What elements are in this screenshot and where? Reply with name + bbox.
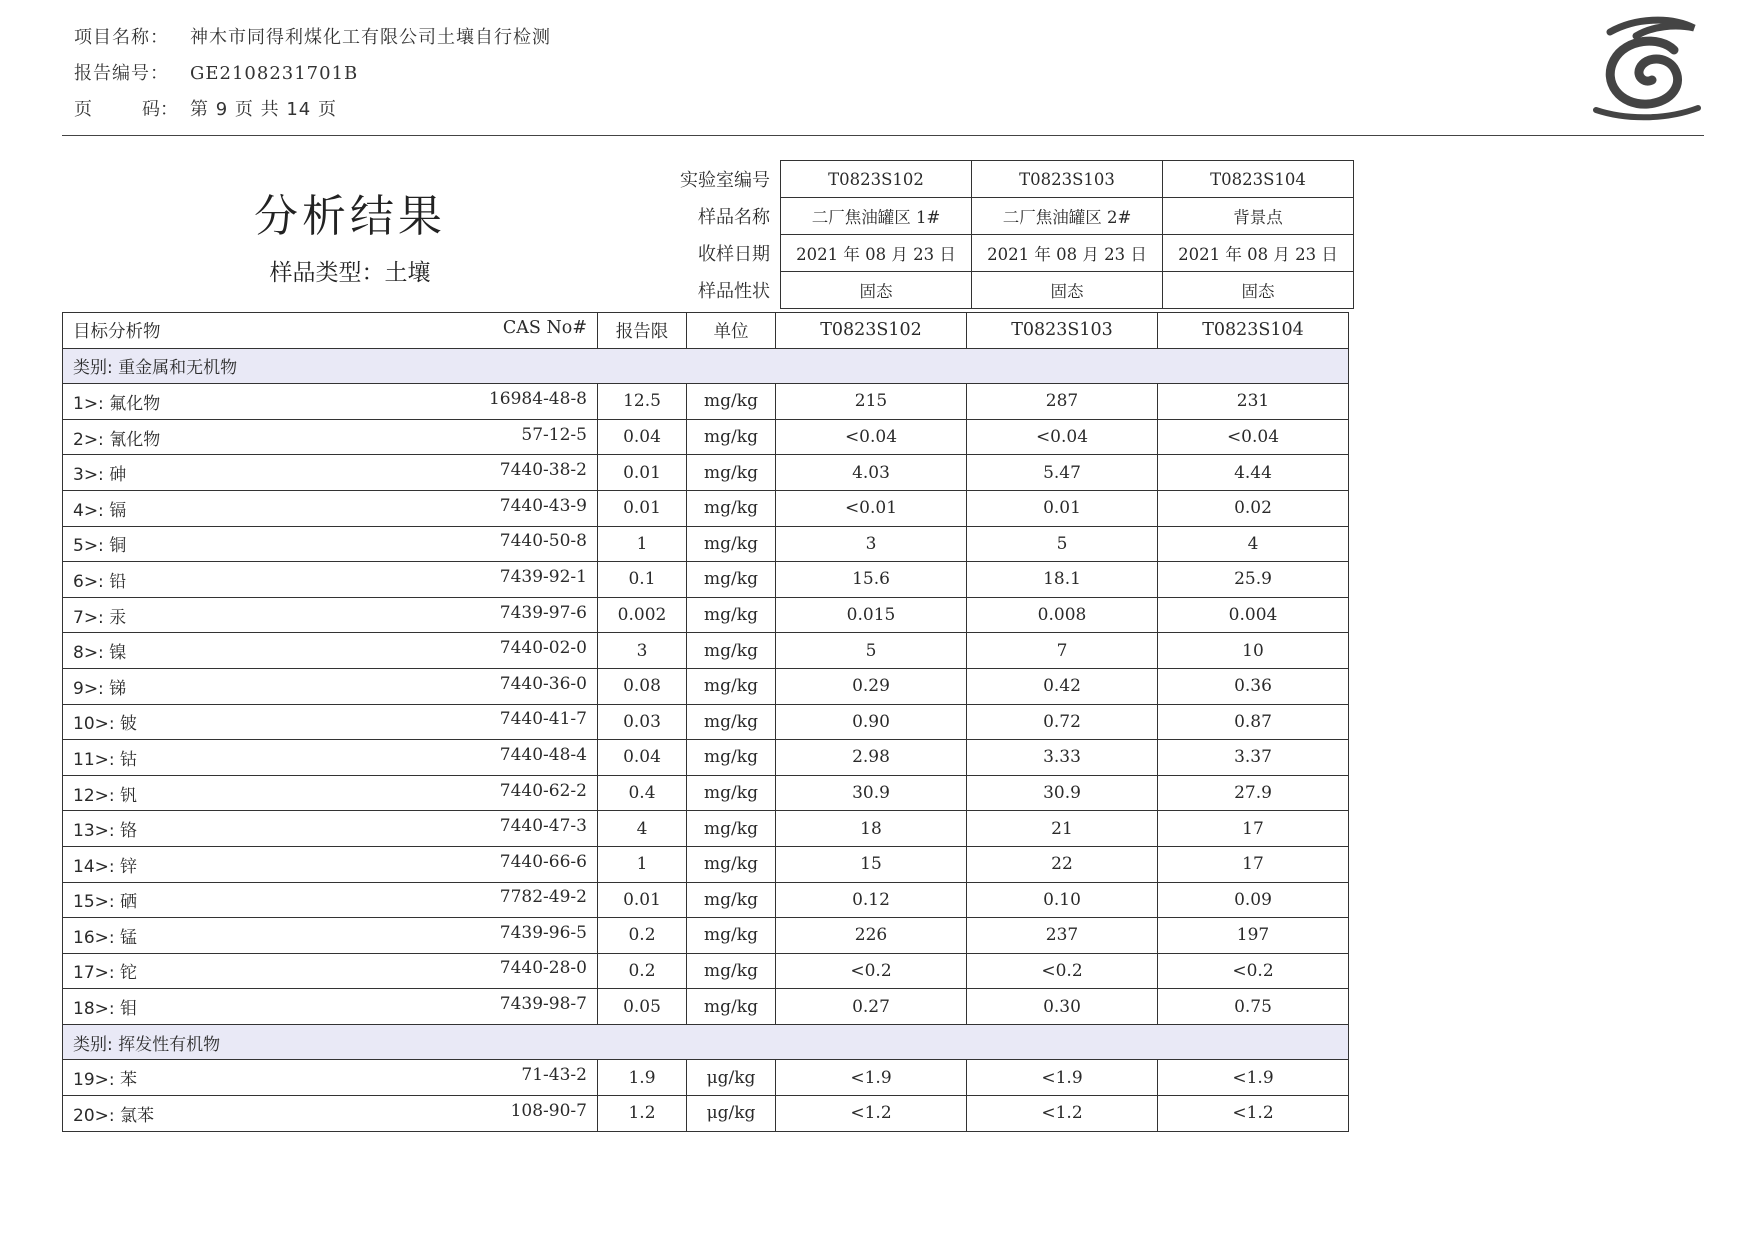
sample-name-cell: 二厂焦油罐区 2# xyxy=(972,198,1163,235)
sample-name-row xyxy=(666,198,1354,235)
table-row xyxy=(63,562,1349,598)
sample-state-cell: 固态 xyxy=(781,272,972,309)
value-cell: 27.9 xyxy=(1158,775,1349,811)
analyte-cell xyxy=(63,562,598,598)
limit-cell: 0.01 xyxy=(598,455,687,491)
sample-col-header: T0823S103 xyxy=(967,313,1158,349)
value-cell: 3.33 xyxy=(967,740,1158,776)
cas-number: 7440-43-9 xyxy=(499,495,587,516)
value-cell: 5.47 xyxy=(967,455,1158,491)
table-row xyxy=(63,490,1349,526)
value-cell: 4 xyxy=(1158,526,1349,562)
value-cell: 0.75 xyxy=(1158,989,1349,1025)
page-label-b: 码： xyxy=(142,99,178,120)
cas-number: 108-90-7 xyxy=(510,1100,587,1121)
limit-cell: 0.2 xyxy=(598,953,687,989)
analyte-name: 1>: 氟化物 xyxy=(73,393,161,414)
unit-cell: mg/kg xyxy=(687,384,776,420)
table-row xyxy=(63,597,1349,633)
cas-number: 7440-48-4 xyxy=(499,744,587,765)
limit-cell: 0.05 xyxy=(598,989,687,1025)
page-label-a: 页 xyxy=(74,99,92,120)
unit-cell: mg/kg xyxy=(687,597,776,633)
analyte-cell xyxy=(63,455,598,491)
value-cell: 215 xyxy=(776,384,967,420)
table-row xyxy=(63,1096,1349,1132)
cas-number: 7439-97-6 xyxy=(499,602,587,623)
value-cell: 5 xyxy=(967,526,1158,562)
unit-cell: mg/kg xyxy=(687,490,776,526)
value-cell: 0.36 xyxy=(1158,668,1349,704)
analyte-cell xyxy=(63,668,598,704)
analyte-cell xyxy=(63,490,598,526)
analyte-cell xyxy=(63,882,598,918)
analyte-name: 18>: 钼 xyxy=(73,999,138,1020)
analyte-name: 13>: 铬 xyxy=(73,821,138,842)
project-label: 项目名称： xyxy=(74,27,169,48)
value-cell: 3.37 xyxy=(1158,740,1349,776)
value-cell: 197 xyxy=(1158,918,1349,954)
analyte-name: 14>: 锌 xyxy=(73,856,138,877)
value-cell: 0.29 xyxy=(776,668,967,704)
results-table xyxy=(62,312,1349,1132)
analyte-name: 9>: 锑 xyxy=(73,678,127,699)
value-cell: <0.2 xyxy=(967,953,1158,989)
value-cell: 5 xyxy=(776,633,967,669)
analyte-cell xyxy=(63,633,598,669)
report-row xyxy=(74,56,551,92)
analyte-name: 4>: 镉 xyxy=(73,500,127,521)
sample-state-label: 样品性状 xyxy=(698,281,770,302)
table-row xyxy=(63,918,1349,954)
analyte-header-label: 目标分析物 xyxy=(73,321,161,342)
analyte-cell xyxy=(63,704,598,740)
table-row xyxy=(63,740,1349,776)
value-cell: 17 xyxy=(1158,846,1349,882)
unit-cell: mg/kg xyxy=(687,562,776,598)
analyte-cell xyxy=(63,811,598,847)
unit-cell: mg/kg xyxy=(687,704,776,740)
sample-col-header: T0823S104 xyxy=(1158,313,1349,349)
value-cell: 18.1 xyxy=(967,562,1158,598)
value-cell: 18 xyxy=(776,811,967,847)
unit-cell: mg/kg xyxy=(687,882,776,918)
limit-cell: 0.04 xyxy=(598,740,687,776)
limit-cell: 0.01 xyxy=(598,490,687,526)
category-row xyxy=(63,348,1349,384)
swirl-logo-icon xyxy=(1590,10,1702,122)
sample-col-header: T0823S102 xyxy=(776,313,967,349)
lab-number-cell: T0823S103 xyxy=(972,161,1163,198)
lab-number-label: 实验室编号 xyxy=(680,170,770,191)
value-cell: 2.98 xyxy=(776,740,967,776)
value-cell: 0.004 xyxy=(1158,597,1349,633)
unit-cell: mg/kg xyxy=(687,633,776,669)
value-cell: 0.02 xyxy=(1158,490,1349,526)
header-divider xyxy=(62,135,1704,136)
cas-number: 7782-49-2 xyxy=(499,887,587,908)
cas-number: 7440-02-0 xyxy=(499,638,587,659)
table-row xyxy=(63,846,1349,882)
value-cell: 231 xyxy=(1158,384,1349,420)
cas-number: 7440-47-3 xyxy=(499,816,587,837)
value-cell: <0.2 xyxy=(1158,953,1349,989)
analyte-cell xyxy=(63,526,598,562)
receive-date-label: 收样日期 xyxy=(698,244,770,265)
cas-number: 7440-50-8 xyxy=(499,531,587,552)
analyte-cell xyxy=(63,846,598,882)
cas-number: 7440-62-2 xyxy=(499,780,587,801)
cas-number: 7439-96-5 xyxy=(499,922,587,943)
value-cell: <1.9 xyxy=(776,1060,967,1096)
analyte-cell xyxy=(63,740,598,776)
limit-cell: 1 xyxy=(598,846,687,882)
cas-number: 7440-38-2 xyxy=(499,460,587,481)
table-header-row xyxy=(63,313,1349,349)
unit-cell: mg/kg xyxy=(687,526,776,562)
analyte-name: 3>: 砷 xyxy=(73,465,127,486)
table-row xyxy=(63,633,1349,669)
report-label: 报告编号： xyxy=(74,63,169,84)
unit-cell: mg/kg xyxy=(687,989,776,1025)
limit-cell: 0.01 xyxy=(598,882,687,918)
value-cell: 0.10 xyxy=(967,882,1158,918)
value-cell: 10 xyxy=(1158,633,1349,669)
table-row xyxy=(63,882,1349,918)
value-cell: 0.27 xyxy=(776,989,967,1025)
limit-cell: 4 xyxy=(598,811,687,847)
table-row xyxy=(63,775,1349,811)
limit-cell: 0.04 xyxy=(598,419,687,455)
analyte-name: 19>: 苯 xyxy=(73,1070,138,1091)
table-row xyxy=(63,989,1349,1025)
cas-number: 7440-41-7 xyxy=(499,709,587,730)
analyte-cell xyxy=(63,775,598,811)
value-cell: 0.87 xyxy=(1158,704,1349,740)
receive-date-cell: 2021 年 08 月 23 日 xyxy=(972,235,1163,272)
value-cell: <0.04 xyxy=(967,419,1158,455)
value-cell: <0.04 xyxy=(1158,419,1349,455)
analyte-name: 2>: 氰化物 xyxy=(73,429,161,450)
unit-cell: μg/kg xyxy=(687,1096,776,1132)
receive-date-cell: 2021 年 08 月 23 日 xyxy=(1163,235,1354,272)
category-row xyxy=(63,1024,1349,1060)
value-cell: 0.015 xyxy=(776,597,967,633)
analyte-name: 10>: 铍 xyxy=(73,714,138,735)
limit-cell: 0.002 xyxy=(598,597,687,633)
project-row xyxy=(74,20,551,56)
analyte-name: 17>: 铊 xyxy=(73,963,138,984)
analyte-name: 15>: 硒 xyxy=(73,892,138,913)
unit-cell: mg/kg xyxy=(687,918,776,954)
value-cell: 15.6 xyxy=(776,562,967,598)
lab-number-cell: T0823S102 xyxy=(781,161,972,198)
analyte-name: 16>: 锰 xyxy=(73,927,138,948)
value-cell: 15 xyxy=(776,846,967,882)
cas-number: 7440-28-0 xyxy=(499,958,587,979)
value-cell: 0.09 xyxy=(1158,882,1349,918)
analyte-header xyxy=(63,313,598,349)
value-cell: 226 xyxy=(776,918,967,954)
value-cell: <1.9 xyxy=(1158,1060,1349,1096)
value-cell: <1.9 xyxy=(967,1060,1158,1096)
analyte-name: 7>: 汞 xyxy=(73,607,127,628)
table-row xyxy=(63,384,1349,420)
value-cell: <0.2 xyxy=(776,953,967,989)
unit-cell: mg/kg xyxy=(687,846,776,882)
cas-number: 7440-36-0 xyxy=(499,673,587,694)
analyte-name: 6>: 铅 xyxy=(73,571,127,592)
analyte-name: 11>: 钴 xyxy=(73,749,138,770)
limit-cell: 1 xyxy=(598,526,687,562)
analyte-cell xyxy=(63,918,598,954)
analyte-cell xyxy=(63,597,598,633)
value-cell: 0.30 xyxy=(967,989,1158,1025)
value-cell: 0.72 xyxy=(967,704,1158,740)
report-value: GE2108231701B xyxy=(190,63,359,84)
receive-date-row xyxy=(666,235,1354,272)
limit-cell: 0.03 xyxy=(598,704,687,740)
lab-number-cell: T0823S104 xyxy=(1163,161,1354,198)
unit-cell: mg/kg xyxy=(687,811,776,847)
cas-number: 7440-66-6 xyxy=(499,851,587,872)
value-cell: 0.42 xyxy=(967,668,1158,704)
receive-date-cell: 2021 年 08 月 23 日 xyxy=(781,235,972,272)
unit-cell: μg/kg xyxy=(687,1060,776,1096)
page-label xyxy=(74,92,190,128)
limit-cell: 0.1 xyxy=(598,562,687,598)
cas-number: 57-12-5 xyxy=(521,424,587,445)
unit-cell: mg/kg xyxy=(687,668,776,704)
sample-state-cell: 固态 xyxy=(1163,272,1354,309)
cas-number: 71-43-2 xyxy=(521,1065,587,1086)
sample-name-cell: 二厂焦油罐区 1# xyxy=(781,198,972,235)
category-label: 类别: 重金属和无机物 xyxy=(63,348,1349,384)
value-cell: 21 xyxy=(967,811,1158,847)
analyte-cell xyxy=(63,953,598,989)
sample-type: 样品类型：土壤 xyxy=(269,260,431,286)
unit-cell: mg/kg xyxy=(687,455,776,491)
title-block xyxy=(200,180,500,287)
table-row xyxy=(63,811,1349,847)
table-row xyxy=(63,419,1349,455)
category-label: 类别: 挥发性有机物 xyxy=(63,1024,1349,1060)
table-row xyxy=(63,668,1349,704)
sample-state-cell: 固态 xyxy=(972,272,1163,309)
analyte-name: 20>: 氯苯 xyxy=(73,1105,155,1126)
value-cell: 3 xyxy=(776,526,967,562)
unit-cell: mg/kg xyxy=(687,419,776,455)
sample-name-cell: 背景点 xyxy=(1163,198,1354,235)
table-row xyxy=(63,953,1349,989)
value-cell: 237 xyxy=(967,918,1158,954)
limit-header: 报告限 xyxy=(598,313,687,349)
analyte-name: 8>: 镍 xyxy=(73,643,127,664)
project-value: 神木市同得利煤化工有限公司土壤自行检测 xyxy=(190,27,551,48)
analyte-cell xyxy=(63,1060,598,1096)
cas-number: 7439-98-7 xyxy=(499,994,587,1015)
value-cell: <1.2 xyxy=(776,1096,967,1132)
analyte-name: 12>: 钒 xyxy=(73,785,138,806)
sample-name-label: 样品名称 xyxy=(698,207,770,228)
value-cell: 287 xyxy=(967,384,1158,420)
analyte-cell xyxy=(63,419,598,455)
value-cell: <0.04 xyxy=(776,419,967,455)
analyte-cell xyxy=(63,384,598,420)
value-cell: 30.9 xyxy=(776,775,967,811)
limit-cell: 0.4 xyxy=(598,775,687,811)
table-row xyxy=(63,526,1349,562)
sample-state-row xyxy=(666,272,1354,309)
sample-info-block xyxy=(666,160,1354,309)
cas-number: 16984-48-8 xyxy=(488,388,587,409)
sample-info-table xyxy=(666,160,1354,309)
lab-number-row xyxy=(666,161,1354,198)
unit-cell: mg/kg xyxy=(687,775,776,811)
page-title: 分析结果 xyxy=(254,191,446,242)
value-cell: 22 xyxy=(967,846,1158,882)
table-row xyxy=(63,455,1349,491)
limit-cell: 12.5 xyxy=(598,384,687,420)
page-value: 第 9 页 共 14 页 xyxy=(190,99,337,120)
report-header xyxy=(74,20,551,128)
cas-number: 7439-92-1 xyxy=(499,566,587,587)
limit-cell: 1.2 xyxy=(598,1096,687,1132)
unit-cell: mg/kg xyxy=(687,740,776,776)
analyte-cell xyxy=(63,1096,598,1132)
value-cell: <0.01 xyxy=(776,490,967,526)
page-row xyxy=(74,92,551,128)
cas-header-label: CAS No# xyxy=(502,317,587,338)
value-cell: 25.9 xyxy=(1158,562,1349,598)
limit-cell: 0.08 xyxy=(598,668,687,704)
value-cell: 0.008 xyxy=(967,597,1158,633)
limit-cell: 0.2 xyxy=(598,918,687,954)
table-row xyxy=(63,704,1349,740)
limit-cell: 3 xyxy=(598,633,687,669)
unit-cell: mg/kg xyxy=(687,953,776,989)
value-cell: 4.44 xyxy=(1158,455,1349,491)
value-cell: 0.01 xyxy=(967,490,1158,526)
value-cell: 0.12 xyxy=(776,882,967,918)
value-cell: 0.90 xyxy=(776,704,967,740)
table-row xyxy=(63,1060,1349,1096)
value-cell: <1.2 xyxy=(1158,1096,1349,1132)
value-cell: 30.9 xyxy=(967,775,1158,811)
unit-header: 单位 xyxy=(687,313,776,349)
value-cell: 4.03 xyxy=(776,455,967,491)
value-cell: <1.2 xyxy=(967,1096,1158,1132)
value-cell: 7 xyxy=(967,633,1158,669)
limit-cell: 1.9 xyxy=(598,1060,687,1096)
analyte-name: 5>: 铜 xyxy=(73,536,127,557)
analyte-cell xyxy=(63,989,598,1025)
value-cell: 17 xyxy=(1158,811,1349,847)
